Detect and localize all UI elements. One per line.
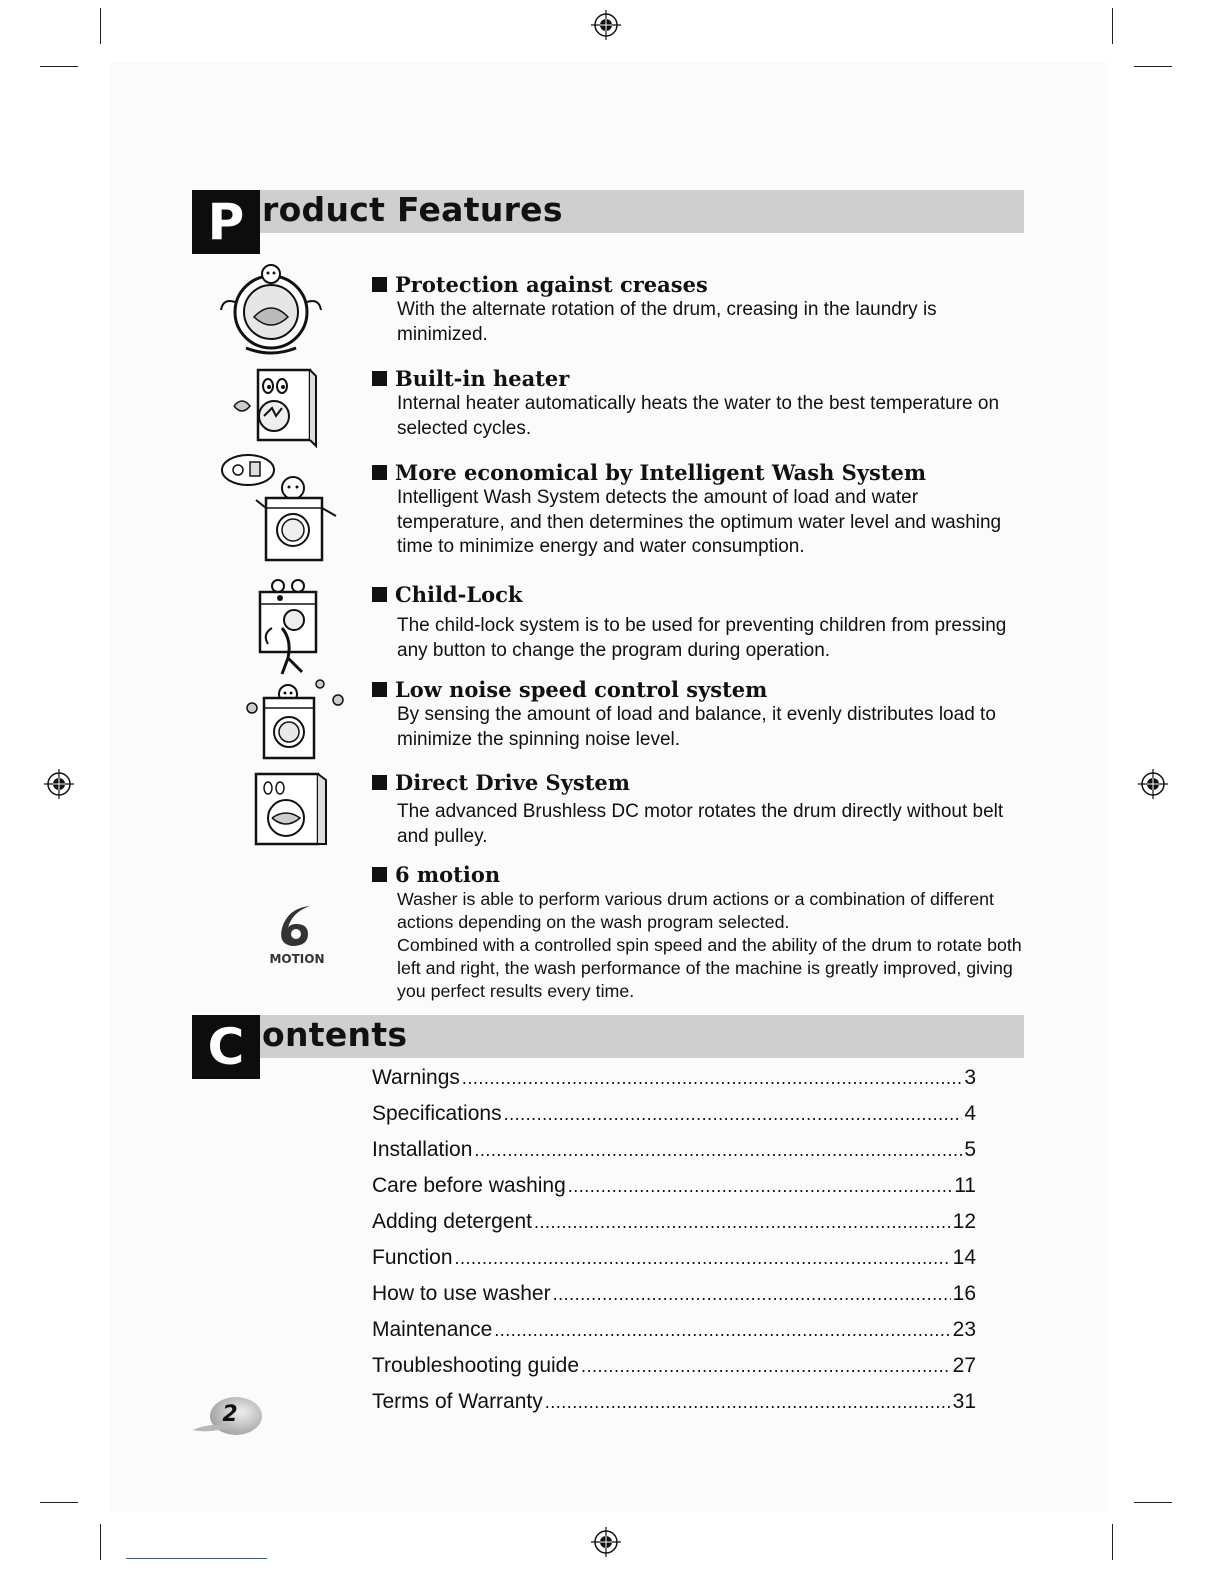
feature-title: 6 motion <box>372 862 1022 888</box>
feature-title: Built-in heater <box>372 366 1022 392</box>
toc-entry[interactable]: Specifications ..... 4 <box>372 1096 976 1132</box>
direct-drive-icon <box>248 766 332 850</box>
toc-leader-dots <box>474 1132 962 1168</box>
toc-leader-dots <box>568 1168 952 1204</box>
toc-entry[interactable]: Troubleshooting guide ..... 27 <box>372 1348 976 1384</box>
toc-entry[interactable]: Adding detergent ..... 12 <box>372 1204 976 1240</box>
child-lock-icon <box>254 578 326 682</box>
features-header-initial: P <box>192 190 260 254</box>
feature-description: Internal heater automatically heats the water to the best temperature on selected cycles. <box>397 393 1000 439</box>
feature-description: By sensing the amount of load and balance, it evenly distributes load to minimize the spinning noise level. <box>397 704 996 750</box>
bullet-square-icon <box>372 371 387 386</box>
bottom-rule <box>126 1558 267 1559</box>
feature-title: Child-Lock <box>372 582 1022 608</box>
registration-mark-icon <box>44 769 74 799</box>
drum-character-icon <box>216 262 326 358</box>
crop-mark <box>1112 1524 1113 1560</box>
crop-mark <box>100 1524 101 1560</box>
feature-title: Low noise speed control system <box>372 677 1022 703</box>
feature-description: With the alternate rotation of the drum, creasing in the laundry is minimized. <box>397 299 937 345</box>
bullet-square-icon <box>372 682 387 697</box>
crop-mark <box>100 8 101 44</box>
bullet-square-icon <box>372 587 387 602</box>
toc-leader-dots <box>545 1384 951 1420</box>
bullet-square-icon <box>372 867 387 882</box>
bullet-square-icon <box>372 277 387 292</box>
toc-entry[interactable]: Maintenance ..... 23 <box>372 1312 976 1348</box>
bullet-square-icon <box>372 465 387 480</box>
crop-mark <box>40 66 78 67</box>
toc-leader-dots <box>504 1096 963 1132</box>
bullet-square-icon <box>372 775 387 790</box>
contents-header-title: ontents <box>262 1015 408 1054</box>
registration-mark-icon <box>1138 769 1168 799</box>
registration-mark-icon <box>591 10 621 40</box>
feature-description-continued: Combined with a controlled spin speed and the ability of the drum to rotate both left and right, the wash performance of the machine is greatly improved, giving you perfect results every time. <box>397 935 1022 1001</box>
feature-description: Intelligent Wash System detects the amount of load and water temperature, and then determines the optimum water level and washing time to minimize energy and water consumption. <box>397 487 1002 557</box>
low-noise-washer-icon <box>242 676 346 762</box>
crop-mark <box>1112 8 1113 44</box>
feature-title: Protection against creases <box>372 272 1022 298</box>
feature-description: The advanced Brushless DC motor rotates the drum directly without belt and pulley. <box>397 801 1004 847</box>
feature-item <box>372 862 1022 1003</box>
feature-item <box>372 366 1022 441</box>
crop-mark <box>40 1502 78 1503</box>
toc-leader-dots <box>534 1204 951 1240</box>
feature-title: Direct Drive System <box>372 770 1022 796</box>
feature-item <box>372 460 1022 560</box>
feature-item <box>372 272 1022 347</box>
feature-item <box>372 582 1022 663</box>
toc-entry[interactable]: Function ..... 14 <box>372 1240 976 1276</box>
page-number-badge: 2 <box>192 1394 264 1438</box>
crop-mark <box>1134 66 1172 67</box>
toc-entry[interactable]: Warnings ..... 3 <box>372 1060 976 1096</box>
features-header-title: roduct Features <box>262 190 563 229</box>
contents-header-initial: C <box>192 1015 260 1079</box>
six-motion-logo-text: MOTION <box>269 952 325 966</box>
toc-leader-dots <box>494 1312 950 1348</box>
toc-entry[interactable]: Installation ..... 5 <box>372 1132 976 1168</box>
toc-leader-dots <box>581 1348 951 1384</box>
feature-item <box>372 770 1022 849</box>
table-of-contents <box>372 1060 976 1420</box>
six-motion-logo-icon <box>272 900 322 950</box>
toc-entry[interactable]: Terms of Warranty ..... 31 <box>372 1384 976 1420</box>
feature-description: Washer is able to perform various drum actions or a combination of different actions depending on the wash program selected. <box>397 889 994 932</box>
feature-description: The child-lock system is to be used for preventing children from pressing any button to change the program during operation. <box>397 615 1007 661</box>
crop-mark <box>1134 1502 1172 1503</box>
toc-entry[interactable]: Care before washing ..... 11 <box>372 1168 976 1204</box>
toc-entry[interactable]: How to use washer ..... 16 <box>372 1276 976 1312</box>
registration-mark-icon <box>591 1527 621 1557</box>
feature-item <box>372 677 1022 752</box>
feature-title: More economical by Intelligent Wash System <box>372 460 1022 486</box>
intelligent-washer-icon <box>218 450 342 564</box>
toc-leader-dots <box>455 1240 951 1276</box>
heater-washer-icon <box>230 366 320 448</box>
toc-leader-dots <box>462 1060 962 1096</box>
toc-leader-dots <box>553 1276 951 1312</box>
